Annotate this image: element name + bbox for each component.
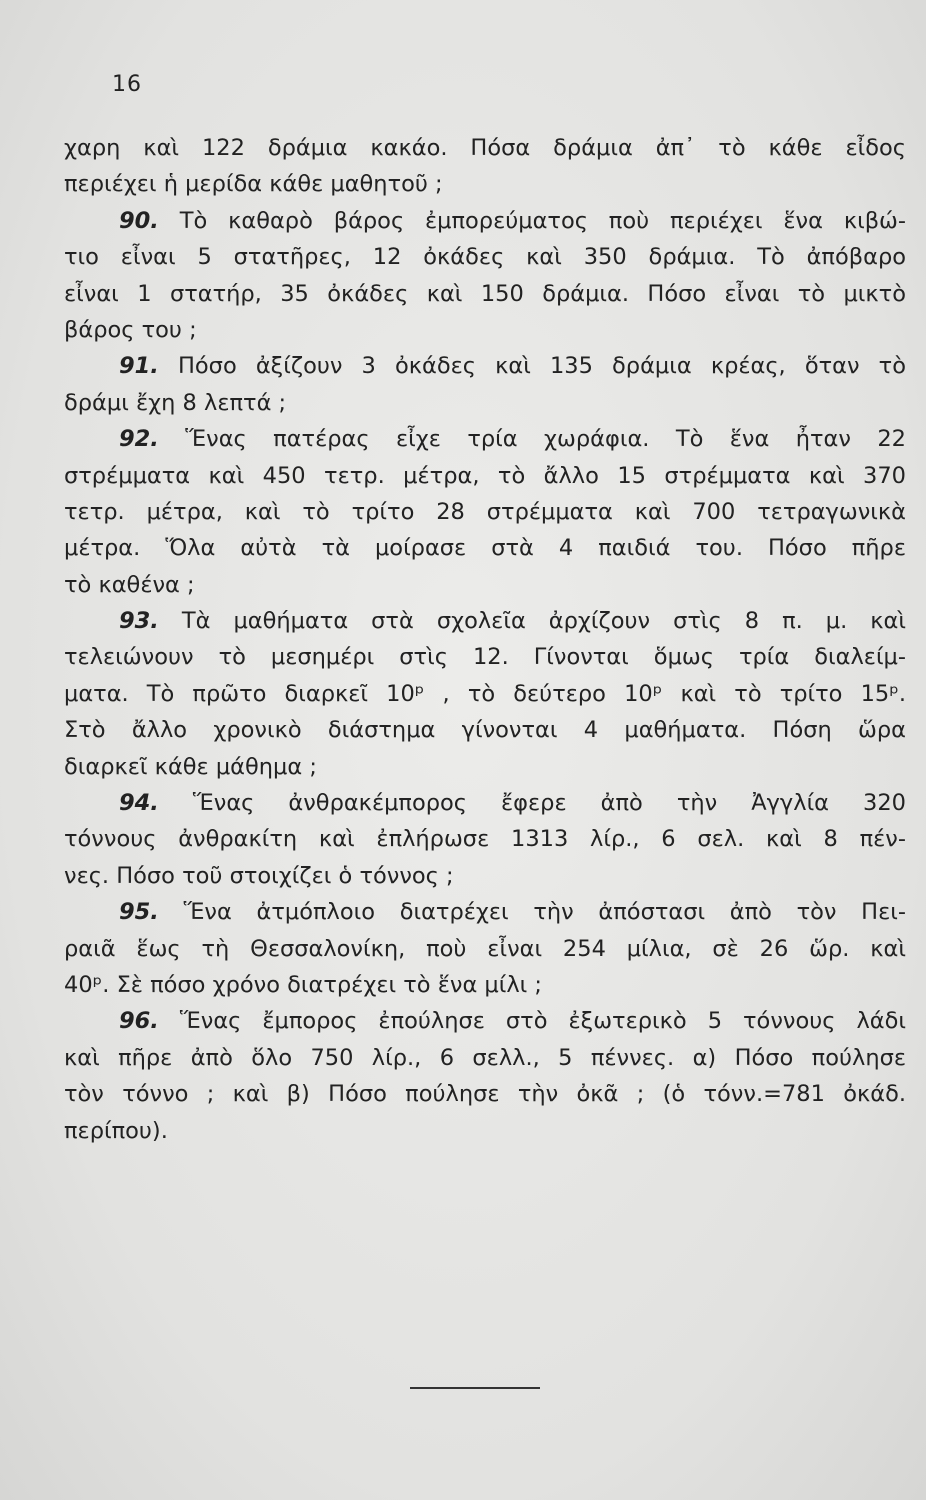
text-line <box>64 567 906 603</box>
line-text: περίπου). <box>64 1117 168 1144</box>
line-text: τιο εἶναι 5 στατῆρες, 12 ὀκάδες καὶ 350 δράμια. Τὸ ἀπόβαρο <box>64 244 906 271</box>
line-text: χαρη καὶ 122 δράμια κακάο. Πόσα δράμια ἀπ᾽ τὸ κάθε εἶδος <box>64 135 906 161</box>
text-line <box>64 639 906 675</box>
line-text: Τὰ μαθήματα στὰ σχολεῖα ἀρχίζουν στὶς 8 π. μ. καὶ <box>181 608 906 635</box>
end-rule <box>410 1387 540 1389</box>
line-text: στρέμματα καὶ 450 τετρ. μέτρα, τὸ ἄλλο 15 στρέμματα καὶ 370 <box>64 462 906 489</box>
line-text: εἶναι 1 στατήρ, 35 ὀκάδες καὶ 150 δράμια. Πόσο εἶναι τὸ μικτὸ <box>64 280 906 307</box>
text-line <box>64 821 906 857</box>
text-line <box>64 385 906 421</box>
text-line <box>64 494 906 530</box>
line-text: περιέχει ἡ μερίδα κάθε μαθητοῦ ; <box>64 171 443 198</box>
problem-95 <box>64 894 906 1003</box>
problem-91 <box>64 348 906 421</box>
line-text: διαρκεῖ κάθε μάθημα ; <box>64 753 317 780</box>
line-text: τελειώνουν τὸ μεσημέρι στὶς 12. Γίνονται ὅμως τρία διαλείμ- <box>64 644 906 671</box>
problem-number: 96. <box>119 1008 159 1035</box>
text-line <box>64 894 906 930</box>
page-body <box>64 130 906 1149</box>
line-text: Πόσο ἀξίζουν 3 ὀκάδες καὶ 135 δράμια κρέας, ὅταν τὸ <box>178 353 906 380</box>
text-line <box>64 203 906 239</box>
text-line <box>64 967 906 1003</box>
problem-number: 91. <box>119 353 159 380</box>
text-line <box>64 166 906 202</box>
line-text: Ἕνας ἔμπορος ἐπούλησε στὸ ἐξωτερικὸ 5 τόννους λάδι <box>179 1008 906 1035</box>
text-line <box>64 858 906 894</box>
text-line <box>64 239 906 275</box>
line-text: βάρος του ; <box>64 316 197 343</box>
problem-continued <box>64 130 906 203</box>
text-line <box>64 421 906 457</box>
text-line <box>64 1113 906 1149</box>
text-line <box>64 348 906 384</box>
problem-94 <box>64 785 906 894</box>
problem-number: 90. <box>119 207 159 234</box>
text-line <box>64 676 906 712</box>
line-text: νες. Πόσο τοῦ στοιχίζει ὁ τόννος ; <box>64 862 454 889</box>
text-line <box>64 712 906 748</box>
text-line <box>64 931 906 967</box>
problem-number: 94. <box>119 790 159 817</box>
text-line <box>64 1076 906 1112</box>
text-line <box>64 458 906 494</box>
line-text: τόννους ἀνθρακίτη καὶ ἐπλήρωσε 1313 λίρ., 6 σελ. καὶ 8 πέν- <box>64 826 906 853</box>
line-text: ματα. Τὸ πρῶτο διαρκεῖ 10ᵖ , τὸ δεύτερο 10ᵖ καὶ τὸ τρίτο 15ᵖ. <box>64 680 906 707</box>
text-line <box>64 749 906 785</box>
text-line <box>64 276 906 312</box>
line-text: Ἕνας πατέρας εἶχε τρία χωράφια. Τὸ ἕνα ἦταν 22 <box>185 426 907 453</box>
problem-number: 93. <box>119 608 159 635</box>
problem-number: 92. <box>119 426 159 453</box>
line-text: τετρ. μέτρα, καὶ τὸ τρίτο 28 στρέμματα καὶ 700 τετραγωνικὰ <box>64 498 906 525</box>
text-line <box>64 130 906 166</box>
text-line <box>64 1040 906 1076</box>
line-text: δράμι ἔχη 8 λεπτά ; <box>64 389 287 416</box>
line-text: ραιᾶ ἕως τὴ Θεσσαλονίκη, ποὺ εἶναι 254 μίλια, σὲ 26 ὥρ. καὶ <box>64 935 906 962</box>
line-text: Ἕνας ἀνθρακέμπορος ἔφερε ἀπὸ τὴν Ἀγγλία 320 <box>192 790 906 817</box>
line-text: μέτρα. Ὅλα αὐτὰ τὰ μοίρασε στὰ 4 παιδιά του. Πόσο πῆρε <box>64 535 906 562</box>
text-line <box>64 312 906 348</box>
problem-92 <box>64 421 906 603</box>
text-line <box>64 530 906 566</box>
line-text: τὸ καθένα ; <box>64 571 195 598</box>
line-text: 40ᵖ. Σὲ πόσο χρόνο διατρέχει τὸ ἕνα μίλι ; <box>64 971 543 998</box>
line-text: Τὸ καθαρὸ βάρος ἐμπορεύματος ποὺ περιέχει ἕνα κιβώ- <box>179 207 907 234</box>
problem-96 <box>64 1003 906 1149</box>
page-number: 16 <box>112 72 142 97</box>
line-text: τὸν τόννο ; καὶ β) Πόσο πούλησε τὴν ὀκᾶ ; (ὁ τόνν.=781 ὀκάδ. <box>64 1081 906 1108</box>
line-text: Στὸ ἄλλο χρονικὸ διάστημα γίνονται 4 μαθήματα. Πόση ὥρα <box>64 717 906 744</box>
problem-number: 95. <box>119 899 159 926</box>
text-line <box>64 603 906 639</box>
line-text: Ἕνα ἀτμόπλοιο διατρέχει τὴν ἀπόστασι ἀπὸ τὸν Πει- <box>183 899 906 926</box>
text-line <box>64 785 906 821</box>
line-text: καὶ πῆρε ἀπὸ ὅλο 750 λίρ., 6 σελλ., 5 πέννες. α) Πόσο πούλησε <box>64 1044 906 1071</box>
problem-93 <box>64 603 906 785</box>
text-line <box>64 1003 906 1039</box>
problem-90 <box>64 203 906 349</box>
